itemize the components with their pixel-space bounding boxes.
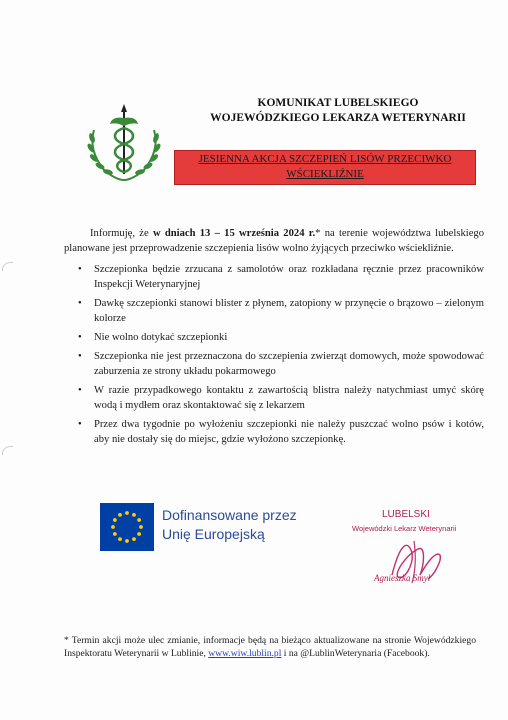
intro-paragraph (64, 226, 484, 256)
eu-star (139, 525, 143, 529)
intro-text: Informuję, że (90, 228, 153, 239)
stamp-office: Wojewódzki Lekarz Weterynarii (352, 524, 457, 533)
eu-star (132, 537, 136, 541)
announcement-body (64, 226, 484, 451)
eu-star (125, 511, 129, 515)
list-item (64, 349, 484, 379)
eu-flag-icon (100, 503, 154, 551)
instructions-list (64, 262, 484, 447)
eu-star (111, 525, 115, 529)
eu-star (118, 537, 122, 541)
list-item-text: Szczepionka będzie zrzucana z samolotów oraz rozkładana ręcznie przez pracowników Inspekcji Weterynaryjnej (94, 264, 484, 290)
list-item (64, 262, 484, 292)
list-item-text: W razie przypadkowego kontaktu z zawartością blistra należy natychmiast umyć skórę wodą i mydłem oraz skontaktować się z lekarzem (94, 385, 484, 411)
veterinary-caduceus-logo (82, 100, 166, 184)
eu-star (118, 513, 122, 517)
title-line: WOJEWÓDZKIEGO LEKARZA WETERYNARII (210, 112, 466, 124)
footnote (64, 634, 476, 660)
list-item (64, 417, 484, 447)
communique-title (178, 96, 498, 126)
eu-star (113, 532, 117, 536)
footnote-text: * Termin akcji może ulec zmianie, informacje będą na bieżąco aktualizowane na stronie Wojewódzkiego Inspektoratu Weterynarii w Lublinie, (64, 635, 476, 659)
scan-mark (2, 262, 13, 271)
bullet: • (78, 385, 82, 396)
list-item-text: Szczepionka nie jest przeznaczona do szczepienia zwierząt domowych, może spowodować zaburzenia ze strony układu pokarmowego (94, 351, 484, 377)
website-link[interactable]: www.wiw.lublin.pl (208, 648, 282, 659)
eu-funding-line: Unię Europejską (162, 526, 265, 542)
list-item (64, 296, 484, 326)
eu-star (113, 518, 117, 522)
bullet: • (78, 298, 82, 309)
footnote-text: i na @LublinWeterynaria (Facebook). (281, 648, 430, 659)
list-item-text: Przez dwa tygodnie po wyłożeniu szczepionki nie należy puszczać wolno psów i kotów, aby nie dostały się do miejsc, gdzie wyłożono szczepionkę. (94, 419, 484, 445)
bullet: • (78, 264, 82, 275)
banner-line: JESIENNA AKCJA SZCZEPIEŃ LISÓW PRZECIWKO (198, 153, 452, 165)
official-stamp (348, 505, 468, 595)
bullet: • (78, 419, 82, 430)
campaign-banner (174, 150, 476, 185)
bullet: • (78, 351, 82, 362)
list-item-text: Nie wolno dotykać szczepionki (94, 332, 228, 343)
list-item-text: Dawkę szczepionki stanowi blister z płynem, zatopiony w przynęcie o brązowo – zielonym kolorze (94, 298, 484, 324)
eu-star (132, 513, 136, 517)
intro-dates: w dniach 13 – 15 września 2024 r. (152, 228, 316, 239)
eu-star (137, 518, 141, 522)
eu-star (125, 539, 129, 543)
stamp-signatory: Agnieszka Smyl (374, 573, 431, 583)
intro-text: * na terenie województwa lubelskiego planowane jest przeprowadzenie szczepienia lisów wolno żyjących przeciwko wściekliźnie. (64, 228, 484, 254)
list-item (64, 330, 484, 345)
banner-line: WŚCIEKLIŹNIE (286, 168, 364, 180)
eu-funding-line: Dofinansowane przez (162, 507, 297, 523)
bullet: • (78, 332, 82, 343)
scan-mark (2, 446, 13, 455)
stamp-title: LUBELSKI (382, 509, 430, 520)
list-item (64, 383, 484, 413)
eu-star (137, 532, 141, 536)
title-line: KOMUNIKAT LUBELSKIEGO (257, 97, 419, 109)
eu-funding-label (162, 506, 297, 544)
